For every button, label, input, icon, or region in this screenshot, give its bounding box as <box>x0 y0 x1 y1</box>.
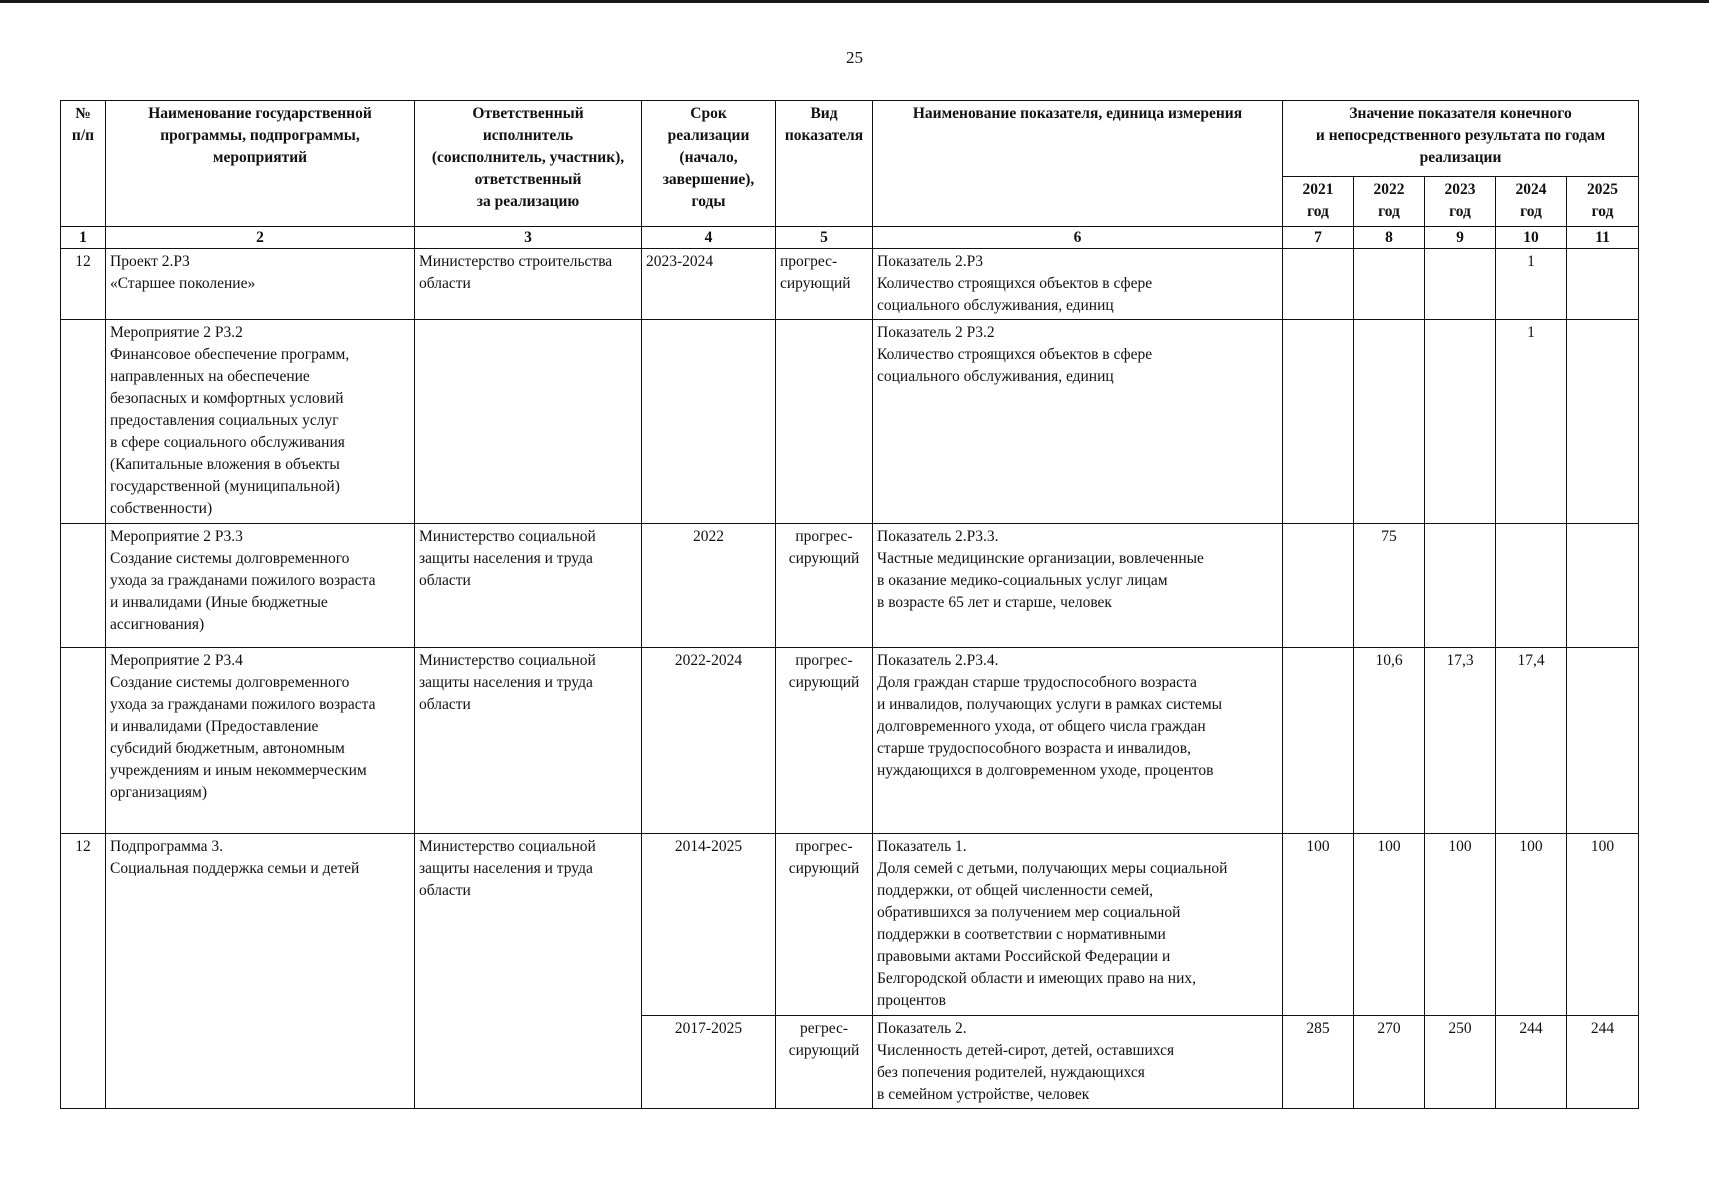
header-year-2025: 2025 год <box>1567 177 1639 227</box>
value-2023 <box>1425 524 1496 648</box>
row-indicator: Показатель 1. Доля семей с детьми, получающих меры социальной поддержки, от общей численности семей, обратившихся за получением мер социальной поддержки в соответствии с нормативными правовыми актами Российской Федерации и Белгородской области и имеющих право на них, процентов <box>873 834 1283 1016</box>
header-indicator: Наименование показателя, единица измерения <box>873 101 1283 227</box>
value-2021 <box>1283 320 1354 524</box>
value-2022: 100 <box>1354 834 1425 1016</box>
header-executor: Ответственный исполнитель (соисполнитель, участник), ответственный за реализацию <box>415 101 642 227</box>
value-2024: 17,4 <box>1496 648 1567 834</box>
row-executor <box>415 320 642 524</box>
row-executor: Министерство социальной защиты населения и труда области <box>415 834 642 1109</box>
row-num <box>61 320 106 524</box>
header-year-2021: 2021 год <box>1283 177 1354 227</box>
row-type: прогрес- сирующий <box>776 648 873 834</box>
column-number: 4 <box>642 227 776 249</box>
value-2022: 270 <box>1354 1016 1425 1109</box>
row-num: 12 <box>61 249 106 320</box>
row-indicator: Показатель 2 Р3.2 Количество строящихся объектов в сфере социального обслуживания, единиц <box>873 320 1283 524</box>
row-indicator: Показатель 2.Р3.4. Доля граждан старше трудоспособного возраста и инвалидов, получающих услуги в рамках системы долговременного ухода, от общего числа граждан старше трудоспособного возраста и инвалидов, нуждающихся в долговременном уходе, процентов <box>873 648 1283 834</box>
row-indicator: Показатель 2.Р3 Количество строящихся объектов в сфере социального обслуживания, единиц <box>873 249 1283 320</box>
row-type: прогрес- сирующий <box>776 834 873 1016</box>
header-num: № п/п <box>61 101 106 227</box>
row-period: 2017-2025 <box>642 1016 776 1109</box>
column-number: 7 <box>1283 227 1354 249</box>
value-2025 <box>1567 524 1639 648</box>
value-2024 <box>1496 524 1567 648</box>
row-num <box>61 648 106 834</box>
row-name: Проект 2.Р3 «Старшее поколение» <box>106 249 415 320</box>
value-2024: 244 <box>1496 1016 1567 1109</box>
column-number: 6 <box>873 227 1283 249</box>
value-2021: 285 <box>1283 1016 1354 1109</box>
row-period: 2022 <box>642 524 776 648</box>
row-period <box>642 320 776 524</box>
row-executor: Министерство социальной защиты населения и труда области <box>415 524 642 648</box>
value-2025 <box>1567 648 1639 834</box>
row-name: Подпрограмма 3. Социальная поддержка семьи и детей <box>106 834 415 1109</box>
header-period: Срок реализации (начало, завершение), годы <box>642 101 776 227</box>
value-2021 <box>1283 249 1354 320</box>
table-row <box>61 249 1639 320</box>
column-number: 3 <box>415 227 642 249</box>
row-name: Мероприятие 2 Р3.4 Создание системы долговременного ухода за гражданами пожилого возраста и инвалидами (Предоставление субсидий бюджетным, автономным учреждениям и иным некоммерческим организациям) <box>106 648 415 834</box>
row-type <box>776 320 873 524</box>
row-executor: Министерство строительства области <box>415 249 642 320</box>
row-indicator: Показатель 2.Р3.3. Частные медицинские организации, вовлеченные в оказание медико-социальных услуг лицам в возрасте 65 лет и старше, человек <box>873 524 1283 648</box>
indicator-table <box>60 100 1639 1109</box>
value-2025: 100 <box>1567 834 1639 1016</box>
column-number: 11 <box>1567 227 1639 249</box>
row-type: прогрес- сирующий <box>776 524 873 648</box>
column-number: 10 <box>1496 227 1567 249</box>
header-type: Вид показателя <box>776 101 873 227</box>
value-2022 <box>1354 249 1425 320</box>
value-2025: 244 <box>1567 1016 1639 1109</box>
value-2021 <box>1283 648 1354 834</box>
header-year-2023: 2023 год <box>1425 177 1496 227</box>
row-num: 12 <box>61 834 106 1109</box>
column-number: 1 <box>61 227 106 249</box>
table-row <box>61 524 1639 648</box>
row-name: Мероприятие 2 Р3.2 Финансовое обеспечение программ, направленных на обеспечение безопасных и комфортных условий предоставления социальных услуг в сфере социального обслуживания (Капитальные вложения в объекты государственной (муниципальной) собственности) <box>106 320 415 524</box>
column-number: 8 <box>1354 227 1425 249</box>
table-row <box>61 648 1639 834</box>
row-indicator: Показатель 2. Численность детей-сирот, детей, оставшихся без попечения родителей, нуждающихся в семейном устройстве, человек <box>873 1016 1283 1109</box>
value-2025 <box>1567 320 1639 524</box>
top-rule <box>0 0 1709 3</box>
value-2024: 1 <box>1496 320 1567 524</box>
value-2022: 75 <box>1354 524 1425 648</box>
value-2021 <box>1283 524 1354 648</box>
value-2021: 100 <box>1283 834 1354 1016</box>
value-2023 <box>1425 249 1496 320</box>
header-year-2024: 2024 год <box>1496 177 1567 227</box>
column-number-row <box>61 227 1639 249</box>
value-2025 <box>1567 249 1639 320</box>
row-type: регрес- сирующий <box>776 1016 873 1109</box>
row-period: 2014-2025 <box>642 834 776 1016</box>
value-2023: 100 <box>1425 834 1496 1016</box>
row-period: 2023-2024 <box>642 249 776 320</box>
row-type: прогрес- сирующий <box>776 249 873 320</box>
row-period: 2022-2024 <box>642 648 776 834</box>
value-2023: 250 <box>1425 1016 1496 1109</box>
value-2023: 17,3 <box>1425 648 1496 834</box>
table-row <box>61 320 1639 524</box>
header-values: Значение показателя конечного и непосредственного результата по годам реализации <box>1283 101 1639 177</box>
row-executor: Министерство социальной защиты населения и труда области <box>415 648 642 834</box>
column-number: 9 <box>1425 227 1496 249</box>
row-num <box>61 524 106 648</box>
value-2024: 100 <box>1496 834 1567 1016</box>
value-2022 <box>1354 320 1425 524</box>
value-2023 <box>1425 320 1496 524</box>
value-2024: 1 <box>1496 249 1567 320</box>
column-number: 2 <box>106 227 415 249</box>
value-2022: 10,6 <box>1354 648 1425 834</box>
header-year-2022: 2022 год <box>1354 177 1425 227</box>
row-name: Мероприятие 2 Р3.3 Создание системы долговременного ухода за гражданами пожилого возраста и инвалидами (Иные бюджетные ассигнования) <box>106 524 415 648</box>
column-number: 5 <box>776 227 873 249</box>
page-number: 25 <box>846 48 863 67</box>
header-name: Наименование государственной программы, подпрограммы, мероприятий <box>106 101 415 227</box>
table-row <box>61 834 1639 1016</box>
